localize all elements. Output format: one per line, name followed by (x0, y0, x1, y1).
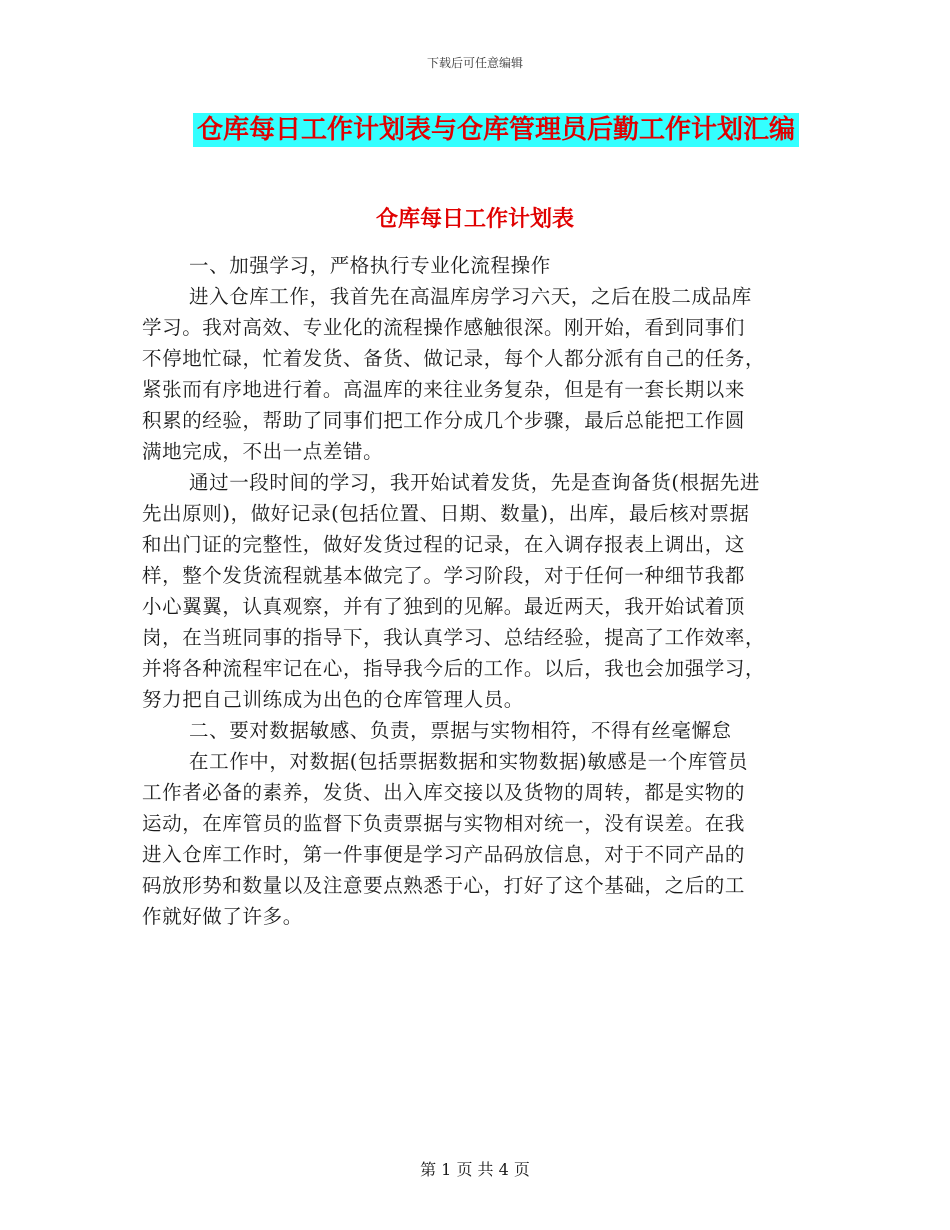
text-line: 不停地忙碌，忙着发货、备货、做记录，每个人都分派有自己的任务， (142, 347, 766, 370)
text-line: 进入仓库工作，我首先在高温库房学习六天，之后在股二成品库 (189, 285, 752, 308)
text-line: 码放形势和数量以及注意要点熟悉于心，打好了这个基础，之后的工 (142, 874, 746, 897)
text-line: 紧张而有序地进行着。高温库的来往业务复杂，但是有一套长期以来 (142, 378, 746, 401)
text-line: 一、加强学习，严格执行专业化流程操作 (189, 254, 551, 277)
text-line: 岗，在当班同事的指导下，我认真学习、总结经验，提高了工作效率， (142, 626, 766, 649)
text-line: 努力把自己训练成为出色的仓库管理人员。 (142, 688, 524, 711)
page-number: 第 1 页 共 4 页 (420, 1160, 530, 1179)
text-line: 在工作中，对数据(包括票据数据和实物数据)敏感是一个库管员 (189, 750, 749, 773)
text-line: 作就好做了许多。 (142, 905, 303, 928)
page-header-note: 下载后可任意编辑 (426, 56, 523, 70)
text-line: 二、要对数据敏感、负责，票据与实物相符，不得有丝毫懈怠 (189, 719, 732, 742)
document-title: 仓库每日工作计划表与仓库管理员后勤工作计划汇编 (193, 113, 799, 147)
text-line: 通过一段时间的学习，我开始试着发货，先是查询备货(根据先进 (189, 471, 761, 494)
body-text (142, 250, 812, 932)
text-line: 并将各种流程牢记在心，指导我今后的工作。以后，我也会加强学习， (142, 657, 766, 680)
text-line: 运动，在库管员的监督下负责票据与实物相对统一，没有误差。在我 (142, 812, 746, 835)
text-line: 样，整个发货流程就基本做完了。学习阶段，对于任何一种细节我都 (142, 564, 746, 587)
text-line: 满地完成，不出一点差错。 (142, 440, 384, 463)
text-line: 学习。我对高效、专业化的流程操作感触很深。刚开始，看到同事们 (142, 316, 746, 339)
section-title: 仓库每日工作计划表 (375, 207, 574, 232)
text-line: 和出门证的完整性，做好发货过程的记录，在入调存报表上调出，这 (142, 533, 746, 556)
text-line: 工作者必备的素养，发货、出入库交接以及货物的周转，都是实物的 (142, 781, 746, 804)
text-line: 小心翼翼，认真观察，并有了独到的见解。最近两天，我开始试着顶 (142, 595, 746, 618)
text-line: 积累的经验，帮助了同事们把工作分成几个步骤，最后总能把工作圆 (142, 409, 746, 432)
text-line: 进入仓库工作时，第一件事便是学习产品码放信息，对于不同产品的 (142, 843, 746, 866)
text-line: 先出原则)，做好记录(包括位置、日期、数量)，出库，最后核对票据 (142, 502, 750, 525)
